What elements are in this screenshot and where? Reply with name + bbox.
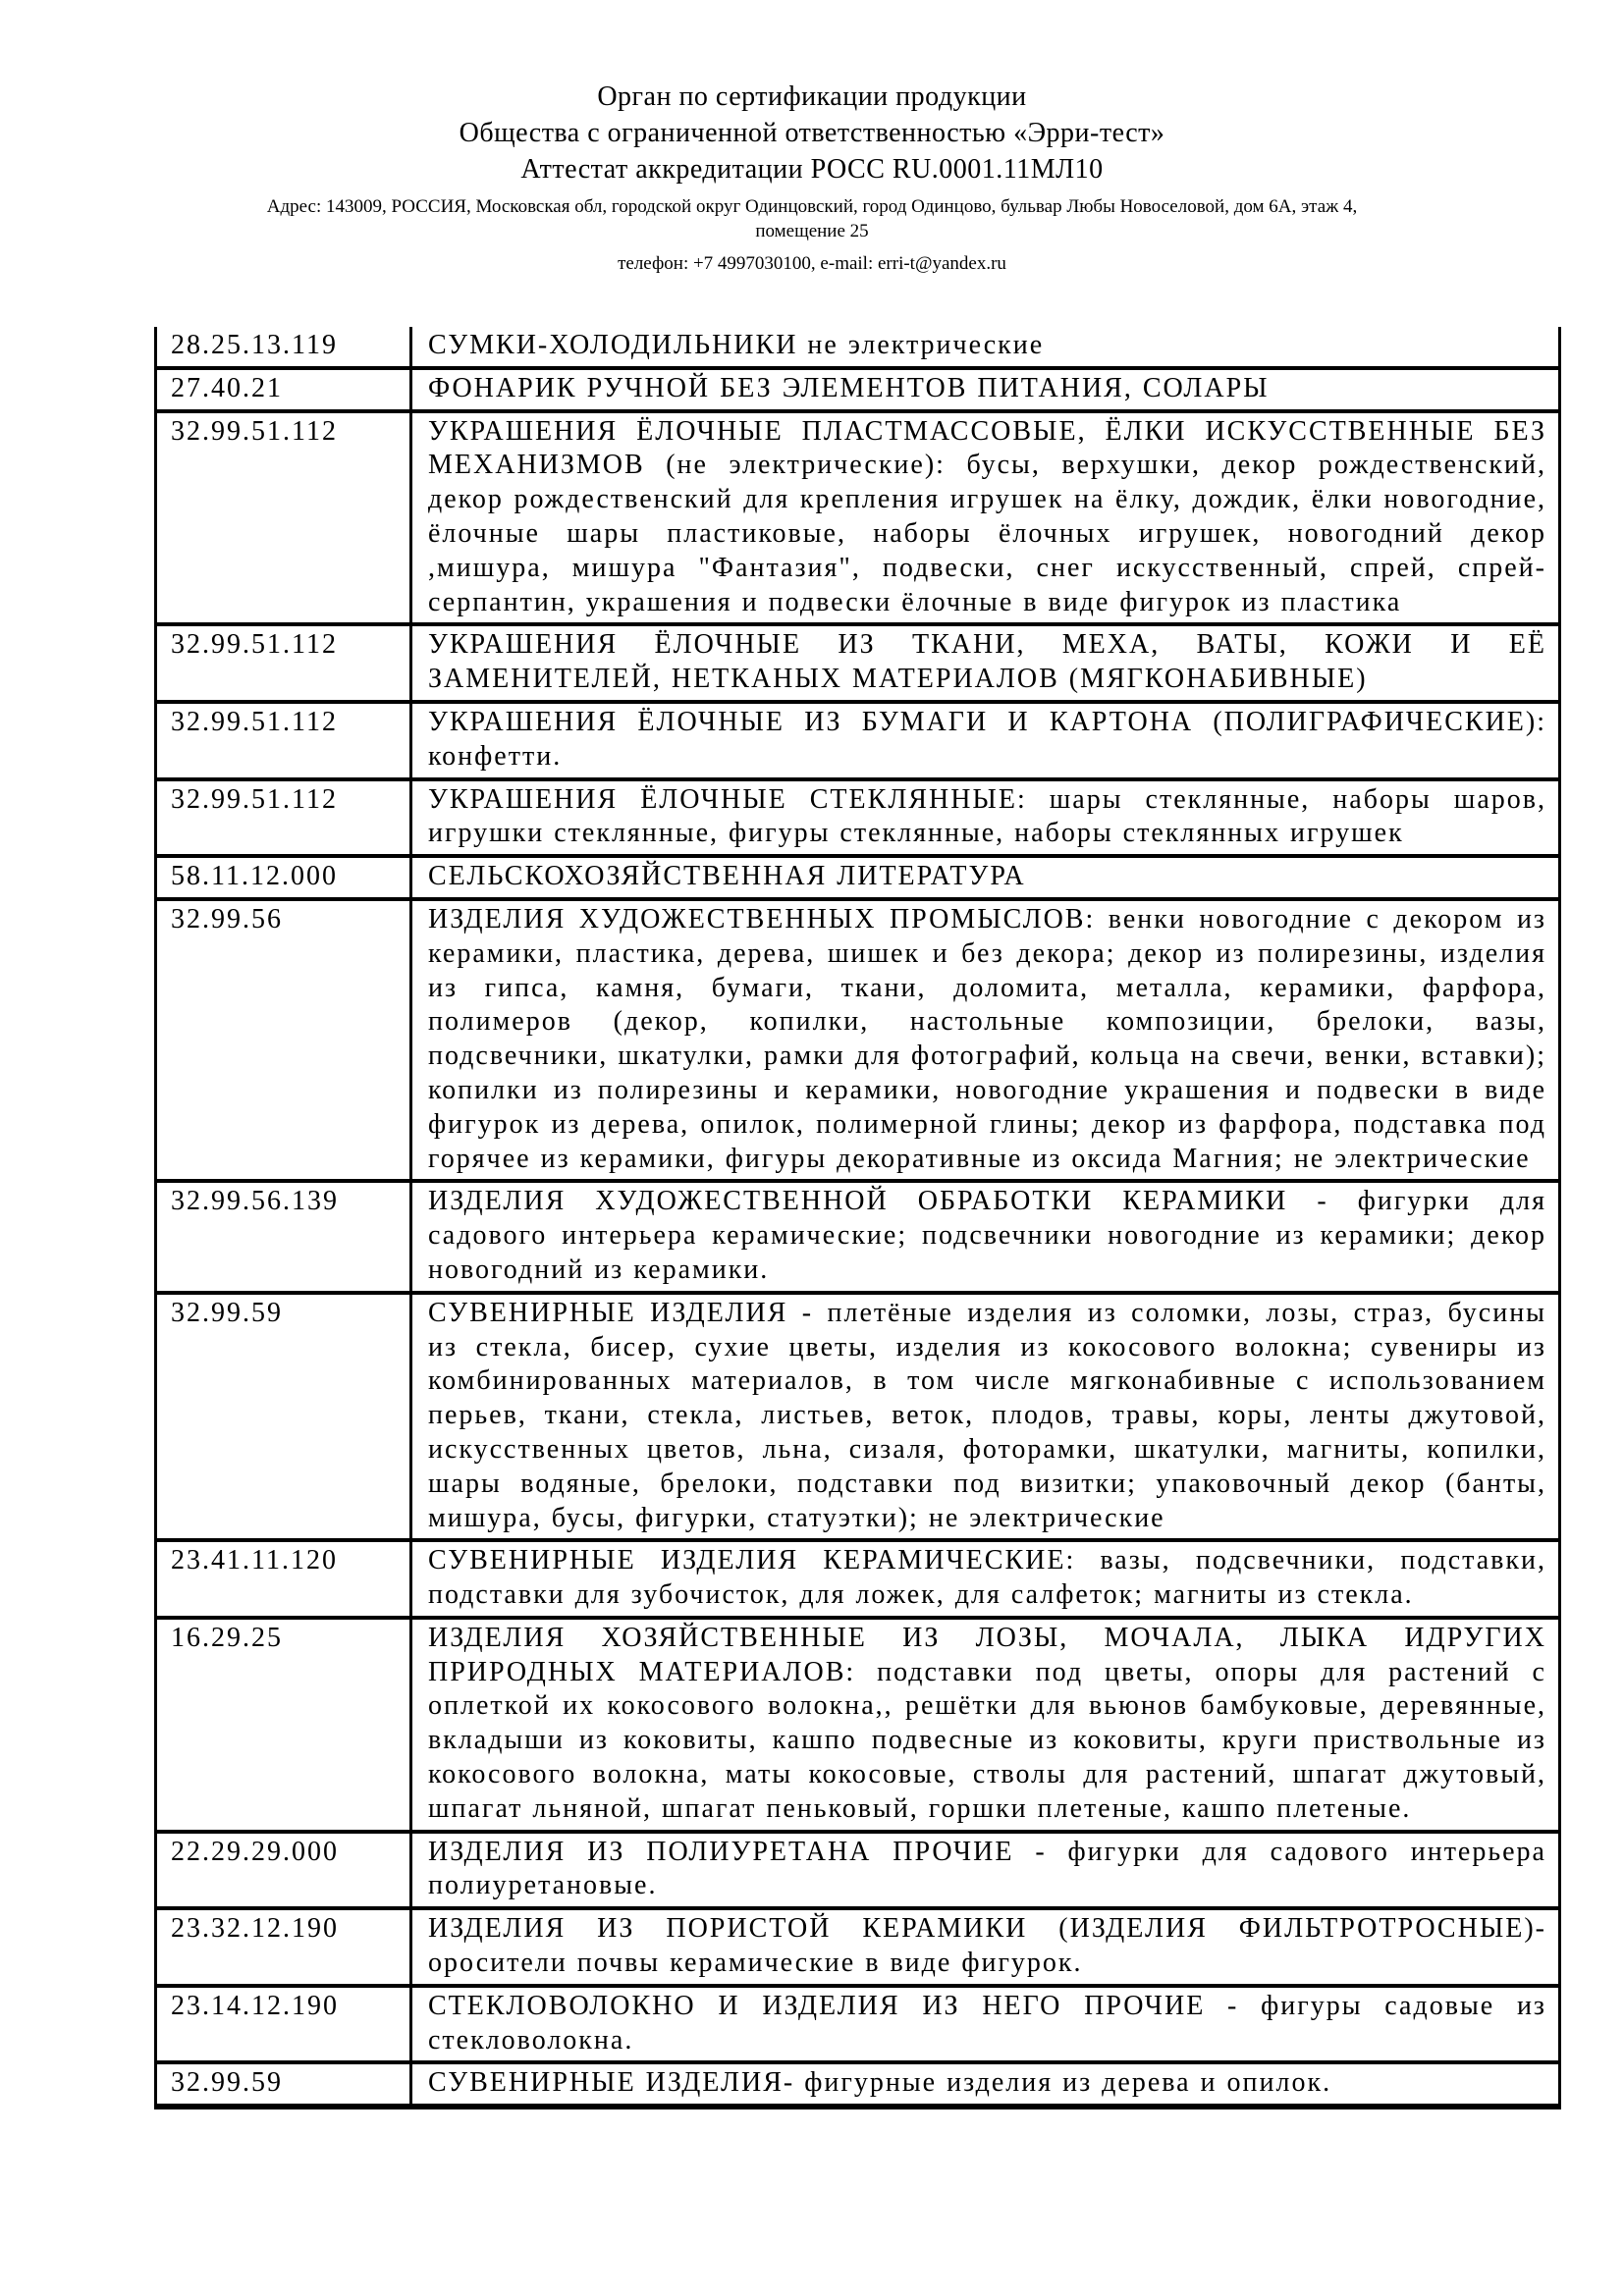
product-description-cell: УКРАШЕНИЯ ЁЛОЧНЫЕ ИЗ ТКАНИ, МЕХА, ВАТЫ, КОЖИ И ЕЁ ЗАМЕНИТЕЛЕЙ, НЕТКАНЫХ МАТЕРИАЛОВ (МЯГКОНАБИВНЫЕ) xyxy=(411,624,1560,702)
product-codes-table xyxy=(154,327,1561,2109)
product-description-cell: ИЗДЕЛИЯ ХОЗЯЙСТВЕННЫЕ ИЗ ЛОЗЫ, МОЧАЛА, ЛЫКА ИДРУГИХ ПРИРОДНЫХ МАТЕРИАЛОВ: подставки под цветы, опоры для растений с оплеткой их кокосового волокна,, решётки для вьюнов бамбуковые, деревянные, вкладыши из коковиты, кашпо подвесные из коковиты, круги приствольные из кокосового волокна, маты кокосовые, стволы для растений, шпагат джутовый, шпагат льняной, шпагат пеньковый, горшки плетеные, кашпо плетеные. xyxy=(411,1618,1560,1832)
product-code-cell: 23.41.11.120 xyxy=(156,1540,411,1618)
product-code-cell: 32.99.56.139 xyxy=(156,1181,411,1292)
product-table-row xyxy=(156,856,1560,899)
product-code-cell: 23.32.12.190 xyxy=(156,1908,411,1986)
address-line-2: помещение 25 xyxy=(755,221,869,241)
product-code-cell: 32.99.51.112 xyxy=(156,779,411,857)
product-code-cell: 32.99.56 xyxy=(156,899,411,1181)
product-code-cell: 32.99.59 xyxy=(156,1293,411,1541)
product-table-row xyxy=(156,702,1560,779)
product-description-cell: СУВЕНИРНЫЕ ИЗДЕЛИЯ - плетёные изделия из соломки, лозы, страз, бусины из стекла, бисер, сухие цветы, изделия из кокосового волокна; сувениры из комбинированных материалов, в том числе мягконабивные с использованием перьев, ткани, стекла, листьев, веток, плодов, травы, коры, ленты джутовой, искусственных цветов, льна, сизаля, фоторамки, шкатулки, магниты, копилки, шары водяные, брелоки, подставки под визитки; упаковочный декор (банты, мишура, бусы, фигурки, статуэтки); не электрические xyxy=(411,1293,1560,1541)
product-description-cell: СУВЕНИРНЫЕ ИЗДЕЛИЯ КЕРАМИЧЕСКИЕ: вазы, подсвечники, подставки, подставки для зубочисток, для ложек, для салфеток; магниты из стекла. xyxy=(411,1540,1560,1618)
product-description-cell: УКРАШЕНИЯ ЁЛОЧНЫЕ ПЛАСТМАССОВЫЕ, ЁЛКИ ИСКУССТВЕННЫЕ БЕЗ МЕХАНИЗМОВ (не электрические): бусы, верхушки, декор рождественский, декор рождественский для крепления игрушек на ёлку, дождик, ёлки новогодние, ёлочные шары пластиковые, наборы ёлочных игрушек, новогодний декор ,мишура, мишура "Фантазия", подвески, снег искусственный, спрей, спрей-серпантин, украшения и подвески ёлочные в виде фигурок из пластика xyxy=(411,411,1560,625)
product-description-cell: ФОНАРИК РУЧНОЙ БЕЗ ЭЛЕМЕНТОВ ПИТАНИЯ, СОЛАРЫ xyxy=(411,368,1560,411)
product-code-cell: 23.14.12.190 xyxy=(156,1986,411,2063)
product-description-cell: СТЕКЛОВОЛОКНО И ИЗДЕЛИЯ ИЗ НЕГО ПРОЧИЕ - фигуры садовые из стекловолокна. xyxy=(411,1986,1560,2063)
product-code-cell: 58.11.12.000 xyxy=(156,856,411,899)
product-code-cell: 16.29.25 xyxy=(156,1618,411,1832)
product-table-row xyxy=(156,2062,1560,2107)
product-table-row xyxy=(156,1908,1560,1986)
product-table-wrapper xyxy=(154,327,1561,2109)
product-description-cell: СУМКИ-ХОЛОДИЛЬНИКИ не электрические xyxy=(411,327,1560,368)
product-code-cell: 32.99.51.112 xyxy=(156,411,411,625)
product-code-cell: 22.29.29.000 xyxy=(156,1832,411,1909)
address-line-1: Адрес: 143009, РОССИЯ, Московская обл, городской округ Одинцовский, город Одинцово, бульвар Любы Новоселовой, дом 6А, этаж 4, xyxy=(266,196,1358,217)
product-code-cell: 27.40.21 xyxy=(156,368,411,411)
product-code-cell: 32.99.51.112 xyxy=(156,624,411,702)
product-table-row xyxy=(156,1832,1560,1909)
org-title-line-3: Аттестат аккредитации РОСС RU.0001.11МЛ10 xyxy=(520,154,1104,185)
product-description-cell: УКРАШЕНИЯ ЁЛОЧНЫЕ ИЗ БУМАГИ И КАРТОНА (ПОЛИГРАФИЧЕСКИЕ): конфетти. xyxy=(411,702,1560,779)
contact-line: телефон: +7 4997030100, e-mail: erri-t@yandex.ru xyxy=(618,253,1006,274)
product-description-cell: СУВЕНИРНЫЕ ИЗДЕЛИЯ- фигурные изделия из дерева и опилок. xyxy=(428,2067,1332,2099)
product-table-row xyxy=(156,624,1560,702)
product-table-row xyxy=(156,779,1560,857)
address-block xyxy=(0,194,1624,243)
product-description-cell: СЕЛЬСКОХОЗЯЙСТВЕННАЯ ЛИТЕРАТУРА xyxy=(411,856,1560,899)
product-table-row xyxy=(156,1540,1560,1618)
org-title-line-2: Общества с ограниченной ответственностью «Эрри-тест» xyxy=(459,118,1165,148)
product-table-row xyxy=(156,1293,1560,1541)
product-table-row xyxy=(156,411,1560,625)
product-description-cell: ИЗДЕЛИЯ ХУДОЖЕСТВЕННОЙ ОБРАБОТКИ КЕРАМИКИ - фигурки для садового интерьера керамические; подсвечники новогодние из керамики; декор новогодний из керамики. xyxy=(411,1181,1560,1292)
product-code-cell: 32.99.51.112 xyxy=(156,702,411,779)
product-description-cell: ИЗДЕЛИЯ ИЗ ПОРИСТОЙ КЕРАМИКИ (ИЗДЕЛИЯ ФИЛЬТРОТРОСНЫЕ)- оросители почвы керамические в виде фигурок. xyxy=(411,1908,1560,1986)
product-table-row xyxy=(156,1986,1560,2063)
product-code-cell: 28.25.13.119 xyxy=(156,327,411,368)
product-description-cell: УКРАШЕНИЯ ЁЛОЧНЫЕ СТЕКЛЯННЫЕ: шары стеклянные, наборы шаров, игрушки стеклянные, фигуры стеклянные, наборы стеклянных игрушек xyxy=(411,779,1560,857)
product-table-row xyxy=(156,1618,1560,1832)
product-table-row xyxy=(156,899,1560,1181)
product-description-cell: ИЗДЕЛИЯ ИЗ ПОЛИУРЕТАНА ПРОЧИЕ - фигурки для садового интерьера полиуретановые. xyxy=(411,1832,1560,1909)
product-table-row xyxy=(156,1181,1560,1292)
product-codes-table-body xyxy=(156,327,1560,2107)
product-code-cell: 32.99.59 xyxy=(156,2062,411,2107)
product-description-cell: ИЗДЕЛИЯ ХУДОЖЕСТВЕННЫХ ПРОМЫСЛОВ: венки новогодние с декором из керамики, пластика, дерева, шишек и без декора; декор из полирезины, изделия из гипса, камня, бумаги, ткани, доломита, металла, керамики, фарфора, полимеров (декор, копилки, настольные композиции, брелоки, вазы, подсвечники, шкатулки, рамки для фотографий, кольца на свечи, венки, вставки); копилки из полирезины и керамики, новогодние украшения и подвески в виде фигурок из дерева, опилок, полимерной глины; декор из фарфора, подставка под горячее из керамики, фигуры декоративные из оксида Магния; не электрические xyxy=(411,899,1560,1181)
certification-body-header xyxy=(0,79,1624,276)
product-table-row xyxy=(156,327,1560,368)
product-table-row xyxy=(156,368,1560,411)
org-title-line-1: Орган по сертификации продукции xyxy=(597,81,1027,112)
